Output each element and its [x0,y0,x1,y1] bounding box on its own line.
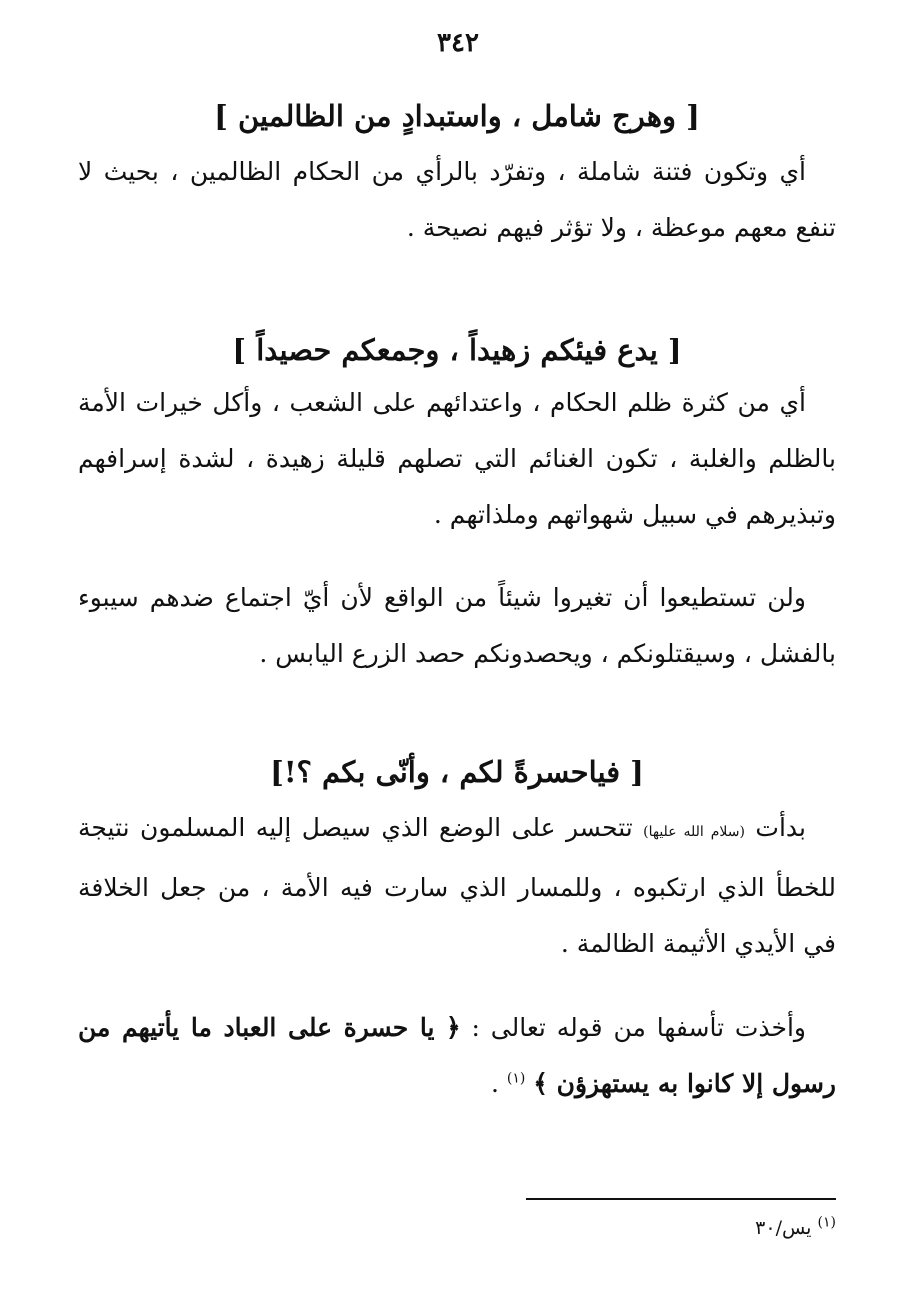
footnote-marker: (١) [817,1214,836,1231]
paragraph-text-rest: تتحسر على الوضع الذي سيصل إليه المسلمون نتيجة للخطأ الذي ارتكبوه ، وللمسار الذي سارت فيه الأمة ، من جعل الخلافة في الأيدي الأثيمة الظالمة . [78,813,836,958]
paragraph [78,375,836,543]
section-2-body [78,375,836,543]
footnote-divider [526,1198,836,1200]
paragraph [78,800,836,972]
paragraph [78,1000,836,1112]
paragraph [78,570,836,682]
paragraph-text-start: وأخذت تأسفها من قوله تعالى : [471,1013,806,1042]
paragraph-end: . [490,1069,499,1098]
section-heading-1: [ وهرج شامل ، واستبدادٍ من الظالمين ] [214,99,700,133]
paragraph-text: ولن تستطيعوا أن تغيروا شيئاً من الواقع لأن أيّ اجتماع ضدهم سيبوء بالفشل ، وسيقتلونكم ، ويحصدونكم حصد الزرع اليابس . [78,583,836,668]
paragraph-text-start: بدأت [755,813,806,842]
section-2-body-2 [78,570,836,682]
section-heading-3: [ فياحسرةً لكم ، وأنّى بكم ؟!] [270,755,644,789]
quran-verse: ﴿ يا حسرة على العباد ما يأتيهم من رسول إلا كانوا به يستهزؤن ﴾ [78,1013,836,1098]
footnote-text: يس/٣٠ [755,1217,812,1239]
section-3-body [78,800,836,972]
footnote-reference: (١) [506,1070,526,1087]
honorific-text: (سلام الله عليها) [643,824,745,840]
paragraph [78,144,836,256]
section-3-body-2 [78,1000,836,1112]
section-1-body [78,144,836,256]
section-heading-2: [ يدع فيئكم زهيداً ، وجمعكم حصيداً ] [232,333,682,367]
footnote [78,1214,836,1242]
paragraph-text: أي من كثرة ظلم الحكام ، واعتدائهم على الشعب ، وأكل خيرات الأمة بالظلم والغلبة ، تكون الغنائم التي تصلهم قليلة زهيدة ، لشدة إسرافهم وتبذيرهم في سبيل شهواتهم وملذاتهم . [78,388,836,529]
paragraph-text: أي وتكون فتنة شاملة ، وتفرّد بالرأي من الحكام الظالمين ، بحيث لا تنفع معهم موعظة ، ولا تؤثر فيهم نصيحة . [78,157,836,242]
page-number: ٣٤٢ [437,28,479,58]
